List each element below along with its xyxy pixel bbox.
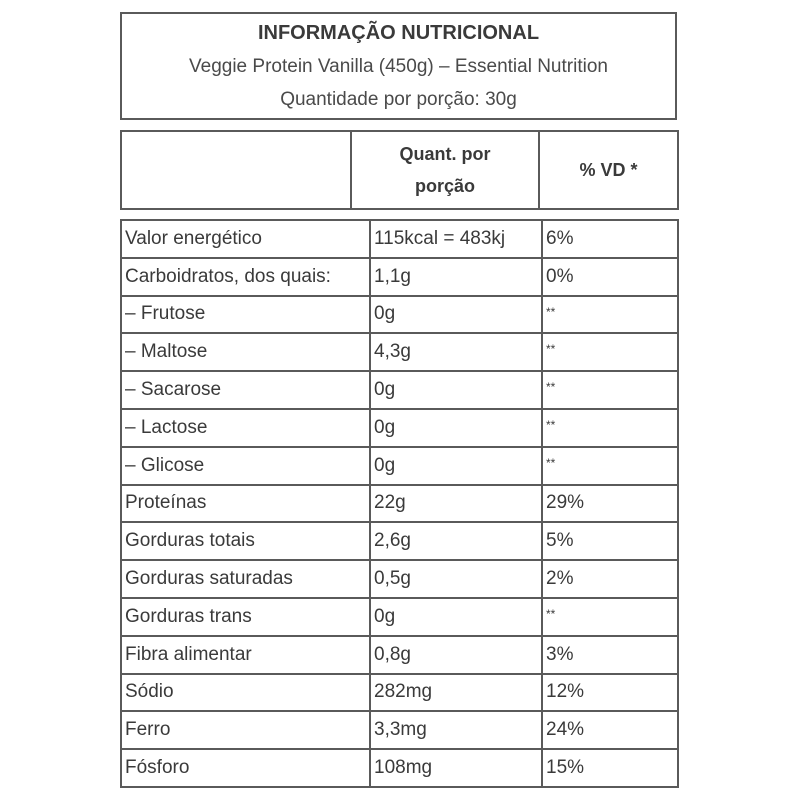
nutrient-vd: 3%: [542, 636, 678, 674]
nutrient-vd: **: [542, 409, 678, 447]
nutrient-name: – Sacarose: [121, 371, 370, 409]
column-header-row: [121, 131, 678, 209]
nutrient-vd: 0%: [542, 258, 678, 296]
nutrient-name: – Glicose: [121, 447, 370, 485]
column-header-table: [120, 130, 679, 210]
nutrient-name: Gorduras totais: [121, 522, 370, 560]
nutrient-name: Gorduras trans: [121, 598, 370, 636]
nutrient-quantity: 2,6g: [370, 522, 542, 560]
nutrient-quantity: 0,5g: [370, 560, 542, 598]
table-row: [121, 485, 678, 523]
nutrient-quantity: 0g: [370, 296, 542, 334]
nutrient-vd: **: [542, 447, 678, 485]
product-name: Veggie Protein Vanilla (450g) – Essential Nutrition: [189, 56, 608, 77]
table-row: [121, 409, 678, 447]
nutrient-name: Fibra alimentar: [121, 636, 370, 674]
nutrient-quantity: 0g: [370, 598, 542, 636]
serving-size: Quantidade por porção: 30g: [280, 89, 517, 110]
nutrient-name: – Frutose: [121, 296, 370, 334]
nutrient-name: – Lactose: [121, 409, 370, 447]
nutrient-vd: 15%: [542, 749, 678, 787]
nutrient-vd: **: [542, 333, 678, 371]
table-row: [121, 560, 678, 598]
table-row: [121, 674, 678, 712]
nutrient-vd: **: [542, 296, 678, 334]
nutrient-quantity: 0g: [370, 371, 542, 409]
nutrition-table-body: [121, 220, 678, 787]
nutrient-quantity: 0g: [370, 409, 542, 447]
nutrient-name: Fósforo: [121, 749, 370, 787]
table-row: [121, 447, 678, 485]
table-row: [121, 598, 678, 636]
table-row: [121, 220, 678, 258]
nutrient-name: – Maltose: [121, 333, 370, 371]
nutrient-name: Valor energético: [121, 220, 370, 258]
table-row: [121, 333, 678, 371]
nutrient-name: Carboidratos, dos quais:: [121, 258, 370, 296]
nutrient-vd: 29%: [542, 485, 678, 523]
table-row: [121, 258, 678, 296]
nutrient-quantity: 3,3mg: [370, 711, 542, 749]
nutrient-quantity: 0g: [370, 447, 542, 485]
nutrient-quantity: 0,8g: [370, 636, 542, 674]
nutrient-vd: 5%: [542, 522, 678, 560]
nutrient-quantity: 282mg: [370, 674, 542, 712]
nutrient-vd: 24%: [542, 711, 678, 749]
table-row: [121, 749, 678, 787]
nutrient-quantity: 1,1g: [370, 258, 542, 296]
table-row: [121, 371, 678, 409]
nutrient-name: Proteínas: [121, 485, 370, 523]
nutrient-name: Gorduras saturadas: [121, 560, 370, 598]
quantity-header-line2: porção: [414, 176, 475, 196]
nutrition-title: INFORMAÇÃO NUTRICIONAL: [257, 22, 540, 44]
quantity-column-header: [351, 131, 539, 209]
nutrition-title-box: [120, 12, 677, 120]
table-row: [121, 711, 678, 749]
nutrient-quantity: 4,3g: [370, 333, 542, 371]
table-row: [121, 522, 678, 560]
nutrient-quantity: 115kcal = 483kj: [370, 220, 542, 258]
nutrient-quantity: 108mg: [370, 749, 542, 787]
table-row: [121, 296, 678, 334]
nutrient-quantity: 22g: [370, 485, 542, 523]
table-row: [121, 636, 678, 674]
nutrient-column-header: [121, 131, 351, 209]
nutrient-vd: **: [542, 598, 678, 636]
nutrient-vd: 2%: [542, 560, 678, 598]
quantity-header-line1: Quant. por: [399, 144, 491, 164]
nutrient-vd: **: [542, 371, 678, 409]
nutrient-vd: 6%: [542, 220, 678, 258]
nutrient-vd: 12%: [542, 674, 678, 712]
nutrient-name: Sódio: [121, 674, 370, 712]
vd-column-header: % VD *: [539, 131, 678, 209]
nutrient-name: Ferro: [121, 711, 370, 749]
nutrition-table: [120, 219, 679, 788]
